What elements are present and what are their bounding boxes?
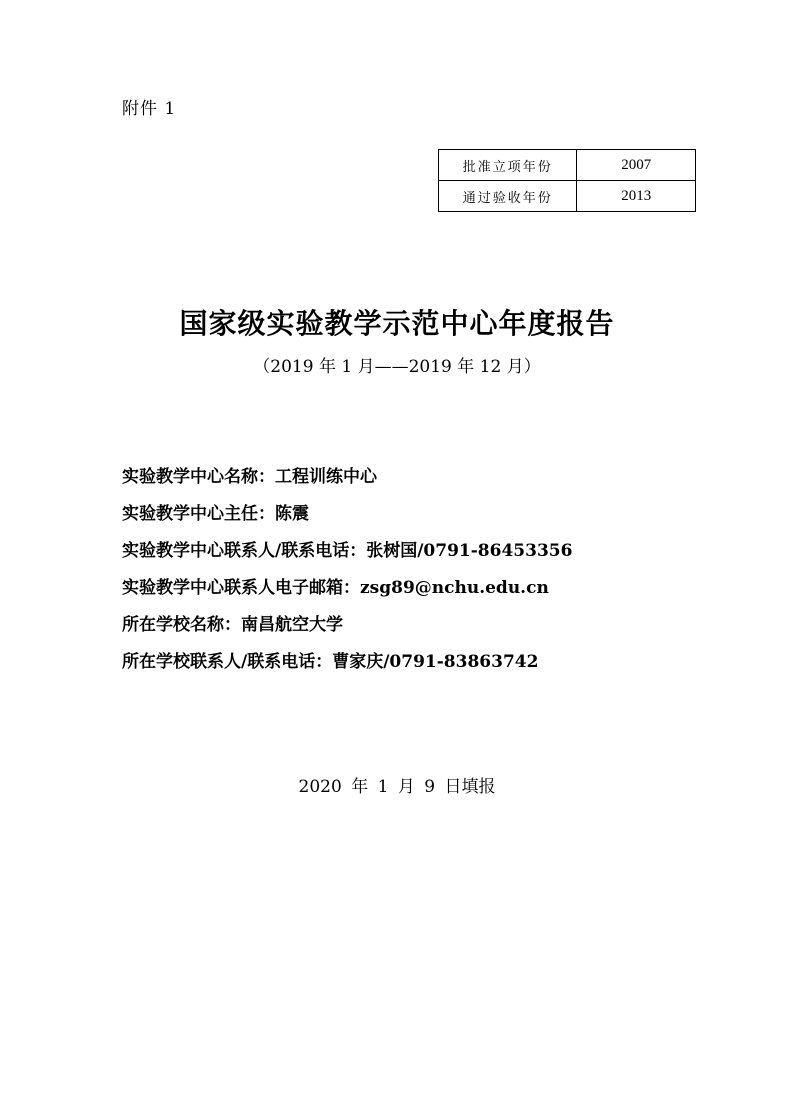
school-contact-phone-line [122, 648, 742, 685]
approval-year-label: 批准立项年份 [439, 150, 577, 181]
school-name-label: 所在学校名称： [122, 615, 241, 635]
center-contact-phone-line [122, 537, 742, 574]
table-row [439, 150, 696, 181]
center-name-value: 工程训练中心 [275, 467, 377, 487]
center-director-value: 陈震 [275, 504, 309, 524]
acceptance-year-label: 通过验收年份 [439, 181, 577, 212]
center-name-line [122, 463, 742, 500]
center-contact-phone-label: 实验教学中心联系人/联系电话： [122, 541, 367, 561]
center-info-block [122, 463, 742, 685]
center-director-label: 实验教学中心主任： [122, 504, 275, 524]
approval-year-value: 2007 [577, 150, 696, 181]
center-director-line [122, 500, 742, 537]
center-contact-email-value: zsg89@nchu.edu.cn [360, 578, 549, 598]
approval-year-table [438, 149, 696, 212]
attachment-label: 附件 1 [122, 99, 177, 119]
school-contact-phone-label: 所在学校联系人/联系电话： [122, 652, 333, 672]
school-name-line [122, 611, 742, 648]
report-title: 国家级实验教学示范中心年度报告 [179, 307, 615, 340]
acceptance-year-value: 2013 [577, 181, 696, 212]
table-row [439, 181, 696, 212]
center-contact-phone-value: 张树国/0791-86453356 [366, 541, 573, 561]
center-name-label: 实验教学中心名称： [122, 467, 275, 487]
school-contact-phone-value: 曹家庆/0791-83863742 [332, 652, 539, 672]
center-contact-email-line [122, 574, 742, 611]
report-period: （2019 年 1 月——2019 年 12 月） [253, 357, 541, 377]
center-contact-email-label: 实验教学中心联系人电子邮箱： [122, 578, 360, 598]
school-name-value: 南昌航空大学 [241, 615, 343, 635]
fill-date: 2020 年 1 月 9 日填报 [298, 777, 496, 797]
